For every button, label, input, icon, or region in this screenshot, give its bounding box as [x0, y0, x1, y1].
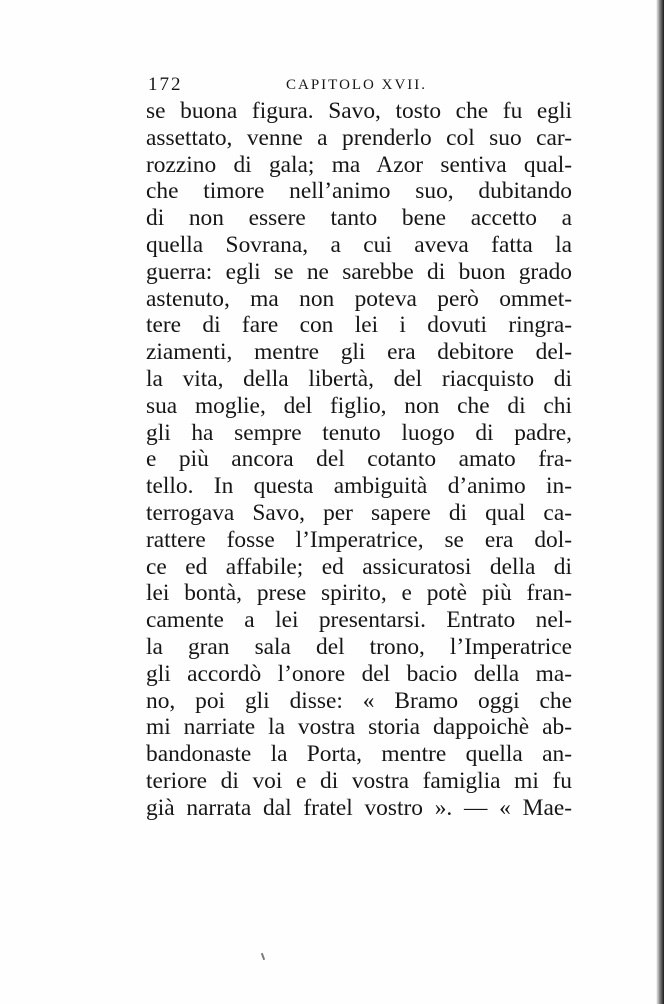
text-line: di non essere tanto bene accetto a: [146, 205, 572, 232]
page-edge-shadow: [656, 0, 664, 1004]
page-number: 172: [148, 74, 183, 95]
body-text: [146, 98, 572, 822]
text-line: gli accordò l’onore del bacio della ma-: [146, 660, 572, 687]
paper-speck: [261, 953, 265, 960]
text-line: no, poi gli disse: « Bramo oggi che: [146, 687, 572, 714]
text-line: guerra: egli se ne sarebbe di buon grado: [146, 258, 572, 285]
text-line: ce ed affabile; ed assicuratosi della di: [146, 553, 572, 580]
text-line: la vita, della libertà, del riacquisto di: [146, 365, 572, 392]
text-line: mi narriate la vostra storia dappoichè ab-: [146, 714, 572, 741]
text-line: ziamenti, mentre gli era debitore del-: [146, 339, 572, 366]
text-line: tello. In questa ambiguità d’animo in-: [146, 473, 572, 500]
text-line: assettato, venne a prenderlo col suo car-: [146, 124, 572, 151]
text-line: astenuto, ma non poteva però ommet-: [146, 285, 572, 312]
text-line: quella Sovrana, a cui aveva fatta la: [146, 231, 572, 258]
text-line: tere di fare con lei i dovuti ringra-: [146, 312, 572, 339]
text-line: camente a lei presentarsi. Entrato nel-: [146, 607, 572, 634]
text-line: se buona figura. Savo, tosto che fu egli: [146, 98, 572, 124]
text-line: bandonaste la Porta, mentre quella an-: [146, 741, 572, 768]
text-line: teriore di voi e di vostra famiglia mi fu: [146, 767, 572, 794]
text-line: e più ancora del cotanto amato fra-: [146, 446, 572, 473]
text-line: terrogava Savo, per sapere di qual ca-: [146, 499, 572, 526]
text-line: rattere fosse l’Imperatrice, se era dol-: [146, 526, 572, 553]
text-line: sua moglie, del figlio, non che di chi: [146, 392, 572, 419]
text-line: già narrata dal fratel vostro ». — « Mae-: [146, 794, 572, 821]
text-line: gli ha sempre tenuto luogo di padre,: [146, 419, 572, 446]
text-line: rozzino di gala; ma Azor sentiva qual-: [146, 151, 572, 178]
text-line: lei bontà, prese spirito, e potè più fran-: [146, 580, 572, 607]
text-line: che timore nell’animo suo, dubitando: [146, 178, 572, 205]
text-line: la gran sala del trono, l’Imperatrice: [146, 633, 572, 660]
running-head: CAPITOLO XVII.: [286, 77, 428, 93]
page-header: [146, 72, 576, 98]
